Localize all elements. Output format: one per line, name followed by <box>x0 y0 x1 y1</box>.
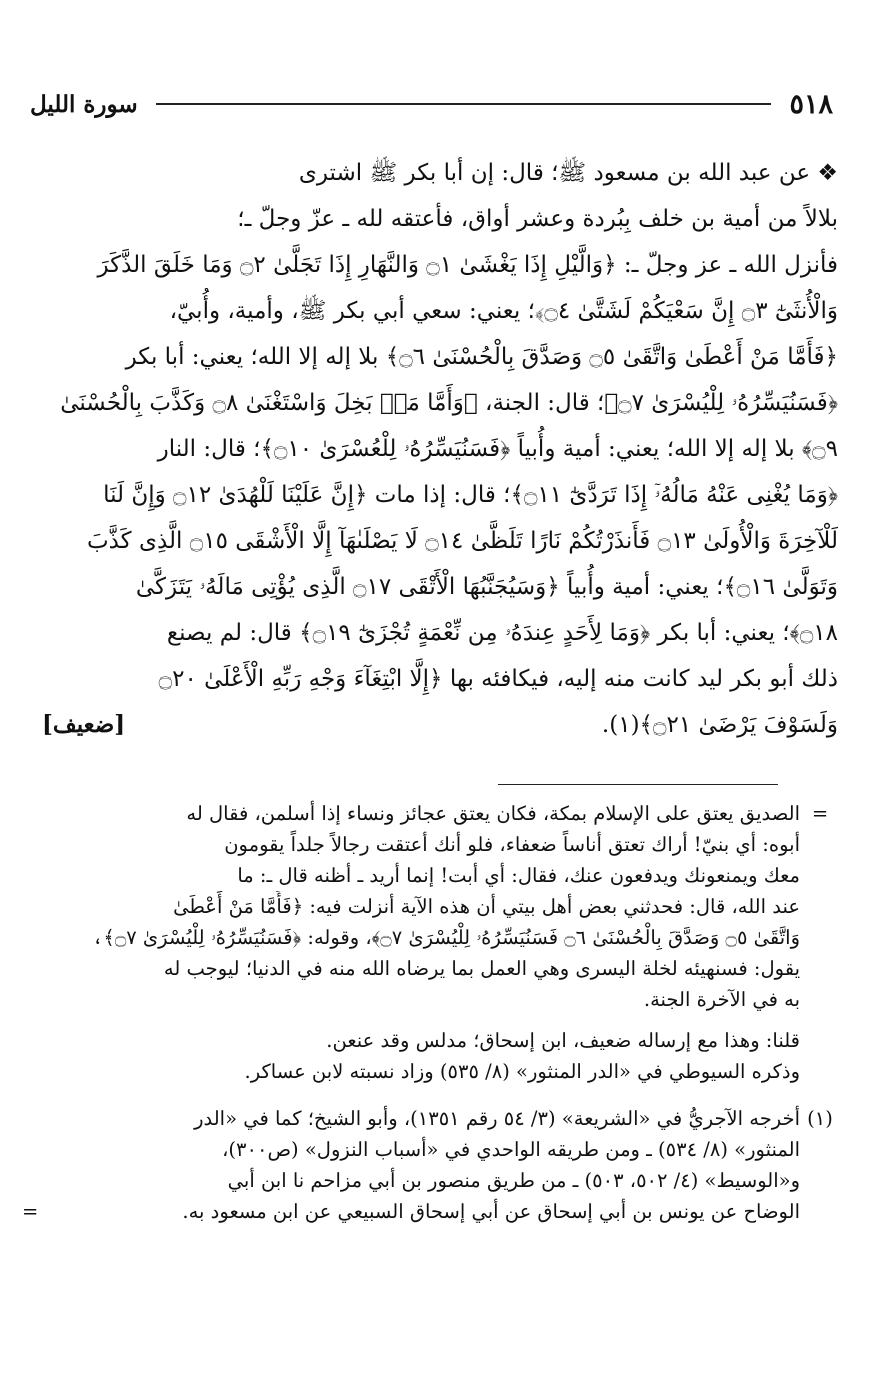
main-line: ذلك أبو بكر ليد كانت منه إليه، فيكافئه بها ﴿إِلَّا ابْتِغَآءَ وَجْهِ رَبِّهِ الْأَعْلَىٰ ۝٢٠ <box>158 666 838 692</box>
main-line: وَالْأُنثَىٰٓ ۝٣ إِنَّ سَعْيَكُمْ لَشَتَّىٰ ۝٤﴾؛ يعني: سعي أبي بكر ﷺ، وأمية، وأُبيّ، <box>169 298 838 324</box>
main-line: ❖ عن عبد الله بن مسعود ﷺ؛ قال: إن أبا بكر ﷺ اشترى <box>298 160 838 186</box>
header-rule <box>156 103 772 105</box>
footnote-number: (١) <box>807 1107 833 1130</box>
footnote-line: المنثور» (٨/ ٥٣٤) ـ ومن طريقه الواحدي في «أسباب النزول» (ص٣٠٠)، <box>222 1138 800 1161</box>
page-header <box>30 84 833 124</box>
footnote-line: به في الآخرة الجنة. <box>643 988 800 1011</box>
footnote-line: الوضاح عن يونس بن أبي إسحاق عن أبي إسحاق السبيعي عن ابن مسعود به. <box>182 1200 800 1223</box>
footnote-line: الصديق يعتق على الإسلام بمكة، فكان يعتق عجائز ونساء إذا أسلمن، فقال له <box>186 802 800 825</box>
footnote-line: يقول: فسنهيئه لخلة اليسرى وهي العمل بما يرضاه الله منه في الدنيا؛ ليوجب له <box>163 957 800 980</box>
main-line: ﴿فَسَنُيَسِّرُهُۥ لِلْيُسْرَىٰ ۝٧﴾؛ قال: الجنة، ﴿وَأَمَّا مَنۢ بَخِلَ وَاسْتَغْنَىٰ ۝٨ وَكَذَّبَ بِالْحُسْنَىٰ <box>60 390 838 416</box>
main-line: وَتَوَلَّىٰ ۝١٦﴾؛ يعني: أمية وأُبياً ﴿وَسَيُجَنَّبُهَا الْأَتْقَى ۝١٧ الَّذِى يُؤْتِى مَالَهُۥ يَتَزَكَّىٰ <box>135 574 838 600</box>
footnote-line: معك ويمنعونك ويدفعون عنك، فقال: أي أبت! إنما أريد ـ أظنه قال ـ: ما <box>237 864 800 887</box>
footnote-separator <box>498 784 778 785</box>
main-last-line <box>42 702 838 748</box>
continues-mark: = <box>22 1200 39 1223</box>
main-line: لَلْآخِرَةَ وَالْأُولَىٰ ۝١٣ فَأَنذَرْتُكُمْ نَارًا تَلَظَّىٰ ۝١٤ لَا يَصْلَىٰهَآ إِلَّا الْأَشْقَى ۝١٥ الَّذِى كَذَّبَ <box>86 528 838 554</box>
main-line: فأنزل الله ـ عز وجلّ ـ: ﴿وَالَّيْلِ إِذَا يَغْشَىٰ ۝١ وَالنَّهَارِ إِذَا تَجَلَّىٰ ۝٢ وَمَا خَلَقَ الذَّكَرَ <box>97 252 838 278</box>
footnote-line: عند الله، قال: فحدثني بعض أهل بيتي أن هذه الآية أنزلت فيه: ﴿فَأَمَّا مَنْ أَعْطَىٰ <box>173 895 800 918</box>
main-line: ﴿وَمَا يُغْنِى عَنْهُ مَالُهُۥٓ إِذَا تَرَدَّىٰٓ ۝١١﴾؛ قال: إذا مات ﴿إِنَّ عَلَيْنَا لَلْهُدَىٰ ۝١٢ وَإِنَّ لَنَا <box>103 482 838 508</box>
footnote-line: أخرجه الآجريُّ في «الشريعة» (٣/ ٥٤ رقم ١٣٥١)، وأبو الشيخ؛ كما في «الدر <box>194 1107 800 1130</box>
editor-note: وذكره السيوطي في «الدر المنثور» (٨/ ٥٣٥) وزاد نسبته لابن عساكر. <box>244 1060 800 1083</box>
continued-footnote <box>40 798 840 1015</box>
footnote-line: وَاتَّقَىٰ ۝٥ وَصَدَّقَ بِالْحُسْنَىٰ ۝٦ فَسَنُيَسِّرُهُۥ لِلْيُسْرَىٰ ۝٧﴾، وقوله: ﴿فَسَنُيَسِّرُهُۥ لِلْيُسْرَىٰ ۝٧﴾، <box>91 926 800 949</box>
main-line: ۝١٨﴾؛ يعني: أبا بكر ﴿وَمَا لِأَحَدٍ عِندَهُۥ مِن نِّعْمَةٍ تُجْزَىٰٓ ۝١٩﴾ قال: لم يصنع <box>166 620 838 646</box>
editor-note: قلنا: وهذا مع إرساله ضعيف، ابن إسحاق؛ مدلس وقد عنعن. <box>326 1029 800 1052</box>
footnote-line: و«الوسيط» (٤/ ٥٠٢، ٥٠٣) ـ من طريق منصور بن أبي مزاحم نا ابن أبي <box>227 1169 800 1192</box>
main-line: ۝٩﴾ بلا إله إلا الله؛ يعني: أمية وأُبياً ﴿فَسَنُيَسِّرُهُۥ لِلْعُسْرَىٰ ۝١٠﴾؛ قال: النار <box>157 436 838 462</box>
main-line: بلالاً من أمية بن خلف بِبُردة وعشر أواق، فأعتقه لله ـ عزّ وجلّ ـ؛ <box>237 206 838 232</box>
footnote-1 <box>22 1103 840 1227</box>
footnotes <box>22 798 840 1227</box>
page-number: ٥١٨ <box>789 88 833 120</box>
main-text <box>42 150 838 748</box>
surah-title: سورة الليل <box>30 90 138 118</box>
footnote-line: أبوه: أي بنيّ! أراك تعتق أناساً ضعفاء، فلو أنك أعتقت رجالاً جلداً يقومون <box>224 833 800 856</box>
main-line-end: وَلَسَوْفَ يَرْضَىٰ ۝٢١﴾(١). <box>601 712 838 738</box>
editor-notes <box>40 1025 840 1087</box>
main-line: ﴿فَأَمَّا مَنْ أَعْطَىٰ وَاتَّقَىٰ ۝٥ وَصَدَّقَ بِالْحُسْنَىٰ ۝٦﴾ بلا إله إلا الله؛ يعني: أبا بكر <box>125 344 838 370</box>
hadith-grade: [ضعيف] <box>42 711 126 738</box>
continuation-mark: = <box>811 802 829 825</box>
